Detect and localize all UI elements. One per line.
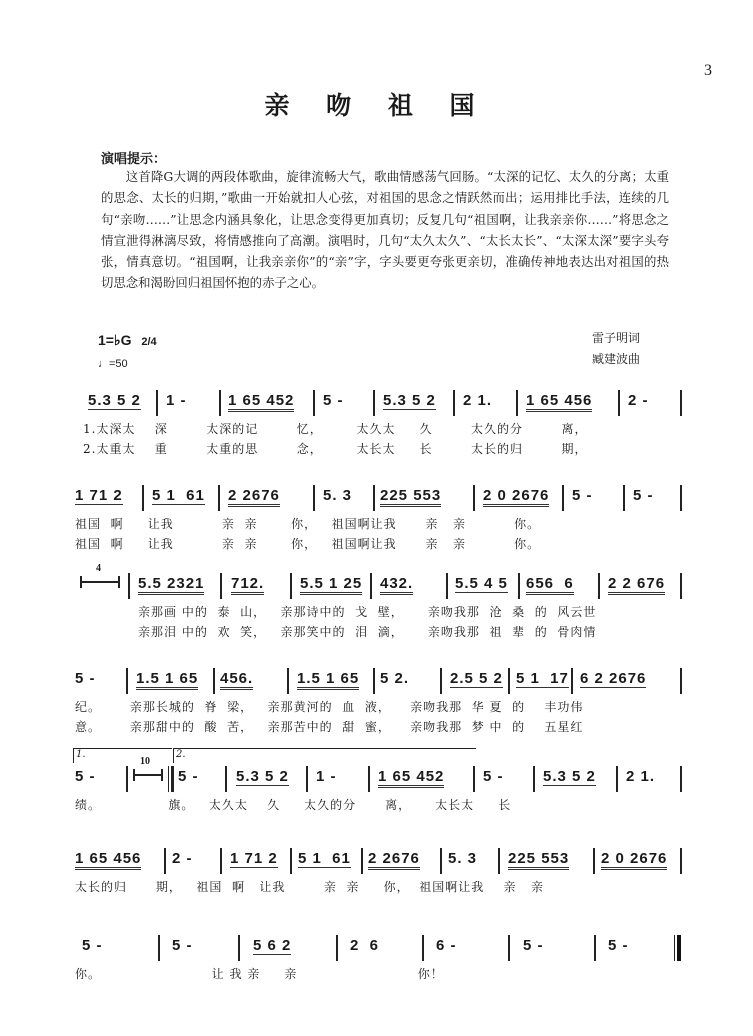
barline [218,485,220,511]
measure: 656 6 [526,575,574,595]
measure: 2.5 5 2 [450,670,503,687]
measure: 5. 3 [323,487,353,504]
rest-count: 10 [140,756,150,767]
barline [220,848,222,874]
barline [128,573,130,599]
measure: 1 65 452 [228,392,294,412]
score-system-3 [68,563,690,639]
measure: 1.5 1 65 [297,670,359,690]
measure: 2 1. [463,392,493,409]
barline [370,573,372,599]
volta-1: 1. [73,748,172,763]
score-system-1 [68,392,690,456]
measure: 5.5 4 5 [455,575,508,592]
measure: 5 - [572,487,593,504]
measure: 5 - [75,670,96,687]
barline [219,390,221,416]
measure: 1 - [166,392,187,409]
barline [313,485,315,511]
barline [238,935,240,961]
measure: 225 553 [508,850,569,870]
barline [598,573,600,599]
measure: 2 2 676 [608,575,665,595]
barline [158,935,160,961]
measure: 2 6 [350,937,380,954]
barline [498,848,500,874]
barline [164,848,166,874]
barline [516,390,518,416]
barline [440,668,442,694]
measure: 5 - [75,768,96,785]
composer: 臧建波曲 [592,352,641,366]
barline [508,935,510,961]
measure: 5 1 17 [516,670,569,687]
barline [623,485,625,511]
measure: 5 6 2 [253,937,292,954]
lyric-line-1: 1.太深太 深 太深的记 忆， 太久太 久 太久的分 离， [83,422,588,436]
tempo-marking: ♩=50 [98,358,128,370]
barline [287,668,289,694]
barline [593,848,595,874]
lyric-line-1: 亲那画 中的 泰 山， 亲那诗中的 戈 壁， 亲吻我那 沧 桑 的 风云世 [138,605,597,619]
barline [680,848,682,874]
measure: 5.3 5 2 [543,768,596,785]
barline [368,766,370,792]
lyric-line-2: 祖国 啊 让我 亲 亲 你， 祖国啊让我 亲 亲 你。 [75,537,541,551]
measure: 5.3 5 2 [88,392,141,409]
barline [225,766,227,792]
repeat-barline [168,766,174,792]
measure: 5 - [323,392,344,409]
barline [571,668,573,694]
barline [422,935,424,961]
barline [373,390,375,416]
measure: 1 71 2 [75,487,123,504]
measure: 5.3 5 2 [383,392,436,409]
measure: 6 - [436,937,457,954]
score-system-2 [68,487,690,551]
measure: 1 65 456 [75,850,141,870]
barline [533,766,535,792]
measure: 5 1 61 [152,487,205,504]
lyric-line-1: 绩。 旗。 太久太 久 太久的分 离， 太长太 长 [75,798,512,812]
barline [361,848,363,874]
barline [373,485,375,511]
barline [680,766,682,792]
measure: 5 - [172,937,193,954]
time-signature: 2/4 [141,336,157,348]
measure: 5.5 1 25 [300,575,362,595]
measure: 2 1. [626,768,656,785]
measure: 5 - [82,937,103,954]
measure: 5 2. [380,670,410,687]
measure: 5 - [483,768,504,785]
score-system-7 [68,937,690,981]
barline [126,668,128,694]
barline [680,485,682,511]
barline [618,390,620,416]
measure: 456. [220,670,253,690]
lyric-line-1: 太长的归 期， 祖国 啊 让我 亲 亲 你， 祖国啊让我 亲 亲 [75,880,544,894]
barline [213,668,215,694]
barline [290,848,292,874]
volta-2: 2. [173,748,476,763]
barline [220,573,222,599]
singing-hint-body: 这首降G大调的两段体歌曲，旋律流畅大气，歌曲情感荡气回肠。“太深的记忆、太久的分离；太重的思念、太长的归期，”歌曲一开始就扣人心弦，对祖国的思念之情跃然而出；运用排比手法，连续的几句“亲吻……”让思念内涵具象化，让思念变得更加真切；反复几句“祖国啊，让我亲亲你……”将思念之情宣泄得淋漓尽致，将情感推向了高潮。演唱时，几句“太久太久”、“太长太长”、“太深太深”要字头夸张，情真意切。“祖国啊，让我亲亲你”的“亲”字，字头要更夸张更亲切，准确传神地表达出对祖国的热切思念和渴盼回归祖国怀抱的赤子之心。 [101,169,669,291]
barline [680,668,682,694]
barline [313,390,315,416]
measure: 2 - [172,850,193,867]
barline [616,766,618,792]
measure: 5.5 2321 [138,575,204,595]
barline [156,390,158,416]
measure: 712. [231,575,264,595]
score-system-6 [68,850,690,894]
lyric-line-1: 祖国 啊 让我 亲 亲 你， 祖国啊让我 亲 亲 你。 [75,517,541,531]
key-label: 1=♭G [98,332,132,348]
barline [440,848,442,874]
barline [373,668,375,694]
lyric-line-2: 意。 亲那甜中的 酸 苦， 亲那苦中的 甜 蜜， 亲吻我那 梦 中 的 五星红 [75,720,584,734]
barline [142,485,144,511]
measure: 1 - [316,768,337,785]
key-signature [98,332,157,349]
measure: 1 65 452 [378,768,444,788]
lyric-line-2: 2.太重太 重 太重的思 念， 太长太 长 太长的归 期， [83,442,588,456]
measure: 432. [380,575,413,595]
barline [594,935,596,961]
measure: 5 1 61 [298,850,351,867]
singing-hint-label: 演唱提示： [101,152,167,167]
measure: 2 - [628,392,649,409]
measure: 5 - [633,487,654,504]
barline [336,935,338,961]
measure: 5 - [523,937,544,954]
score-system-4 [68,670,690,734]
barline [518,573,520,599]
lyric-line-2: 亲那泪 中的 欢 笑， 亲那笑中的 泪 滴， 亲吻我那 祖 辈 的 骨肉情 [138,625,597,639]
score-system-5 [68,749,690,812]
barline [473,766,475,792]
barline [508,668,510,694]
measure: 2 0 2676 [483,487,549,507]
credits [592,328,640,370]
barline [680,573,682,599]
barline [126,766,128,792]
measure: 1 65 456 [526,392,592,412]
final-barline [674,935,681,961]
barline [473,485,475,511]
barline [562,485,564,511]
measure: 5. 3 [448,850,478,867]
measure: 1 71 2 [230,850,278,867]
lyricist: 雷子明词 [592,331,641,345]
lyric-line-1: 纪。 亲那长城的 脊 梁， 亲那黄河的 血 液， 亲吻我那 华 夏 的 丰功伟 [75,700,584,714]
measure: 5 - [608,937,629,954]
barline [453,390,455,416]
barline [306,766,308,792]
measure: 225 553 [380,487,441,507]
lyric-line-1: 你。 让 我 亲 亲 你！ [75,967,444,981]
page-number: 3 [704,62,712,79]
barline [680,390,682,416]
measure: 2 2676 [368,850,420,870]
song-title: 亲 吻 祖 国 [264,91,489,120]
measure: 2 0 2676 [601,850,667,870]
barline [290,573,292,599]
multi-measure-rest [80,581,120,583]
barline [446,573,448,599]
multi-measure-rest [133,774,163,776]
measure: 1.5 1 65 [136,670,198,690]
measure: 2 2676 [228,487,280,507]
rest-count: 4 [96,563,101,574]
measure: 5.3 5 2 [236,768,289,785]
measure: 5 - [178,768,199,785]
measure: 6 2 2676 [580,670,647,687]
